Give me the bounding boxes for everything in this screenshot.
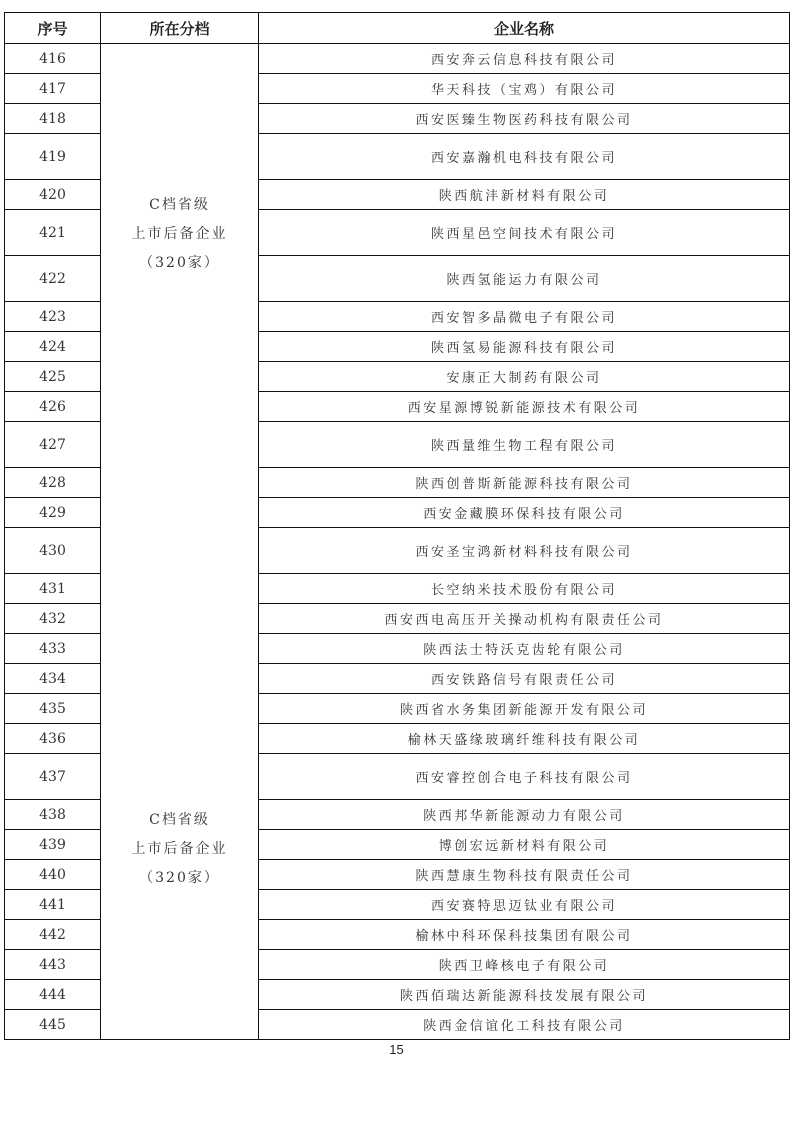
company-name: 西安嘉瀚机电科技有限公司 — [259, 134, 790, 180]
company-name: 博创宏远新材料有限公司 — [259, 830, 790, 860]
company-name: 陕西金信谊化工科技有限公司 — [259, 1010, 790, 1040]
table-header-row — [5, 13, 790, 44]
row-index: 421 — [5, 210, 101, 256]
enterprise-table — [4, 12, 790, 1040]
row-index: 434 — [5, 664, 101, 694]
company-name: 陕西氢易能源科技有限公司 — [259, 332, 790, 362]
company-name: 陕西卫峰核电子有限公司 — [259, 950, 790, 980]
row-index: 439 — [5, 830, 101, 860]
header-index: 序号 — [5, 13, 101, 44]
row-index: 418 — [5, 104, 101, 134]
table-row — [5, 44, 790, 74]
category-line-2: 上市后备企业 — [131, 226, 228, 242]
company-name: 西安奔云信息科技有限公司 — [259, 44, 790, 74]
row-index: 424 — [5, 332, 101, 362]
row-index: 437 — [5, 754, 101, 800]
page-number: 15 — [389, 1042, 404, 1057]
company-name: 陕西慧康生物科技有限责任公司 — [259, 860, 790, 890]
row-index: 440 — [5, 860, 101, 890]
company-name: 陕西邦华新能源动力有限公司 — [259, 800, 790, 830]
header-company-name: 企业名称 — [259, 13, 790, 44]
company-name: 榆林中科环保科技集团有限公司 — [259, 920, 790, 950]
company-name: 西安西电高压开关操动机构有限责任公司 — [259, 604, 790, 634]
table-body — [5, 44, 790, 1040]
row-index: 432 — [5, 604, 101, 634]
company-name: 陕西省水务集团新能源开发有限公司 — [259, 694, 790, 724]
company-name: 安康正大制药有限公司 — [259, 362, 790, 392]
company-name: 西安医臻生物医药科技有限公司 — [259, 104, 790, 134]
category-line-1: C档省级 — [149, 197, 210, 213]
category-line-3: （320家） — [139, 255, 220, 271]
company-name: 西安金藏膜环保科技有限公司 — [259, 498, 790, 528]
category-cell — [101, 44, 259, 1040]
company-name: 华天科技（宝鸡）有限公司 — [259, 74, 790, 104]
row-index: 428 — [5, 468, 101, 498]
category-label — [101, 191, 258, 278]
company-name: 西安智多晶微电子有限公司 — [259, 302, 790, 332]
company-name: 陕西航沣新材料有限公司 — [259, 180, 790, 210]
company-name: 西安星源博锐新能源技术有限公司 — [259, 392, 790, 422]
row-index: 416 — [5, 44, 101, 74]
company-name: 西安睿控创合电子科技有限公司 — [259, 754, 790, 800]
company-name: 陕西氢能运力有限公司 — [259, 256, 790, 302]
company-name: 西安铁路信号有限责任公司 — [259, 664, 790, 694]
company-name: 陕西量维生物工程有限公司 — [259, 422, 790, 468]
row-index: 435 — [5, 694, 101, 724]
row-index: 444 — [5, 980, 101, 1010]
row-index: 423 — [5, 302, 101, 332]
company-name: 陕西法士特沃克齿轮有限公司 — [259, 634, 790, 664]
row-index: 430 — [5, 528, 101, 574]
company-name: 陕西创普斯新能源科技有限公司 — [259, 468, 790, 498]
row-index: 425 — [5, 362, 101, 392]
header-category: 所在分档 — [101, 13, 259, 44]
company-name: 陕西星邑空间技术有限公司 — [259, 210, 790, 256]
company-name: 西安赛特思迈钛业有限公司 — [259, 890, 790, 920]
category-line-3: （320家） — [139, 870, 220, 886]
row-index: 445 — [5, 1010, 101, 1040]
company-name: 陕西佰瑞达新能源科技发展有限公司 — [259, 980, 790, 1010]
category-label-repeat — [101, 806, 258, 893]
category-line-1: C档省级 — [149, 812, 210, 828]
row-index: 438 — [5, 800, 101, 830]
company-name: 榆林天盛缘玻璃纤维科技有限公司 — [259, 724, 790, 754]
row-index: 420 — [5, 180, 101, 210]
category-line-2: 上市后备企业 — [131, 841, 228, 857]
row-index: 431 — [5, 574, 101, 604]
row-index: 427 — [5, 422, 101, 468]
row-index: 426 — [5, 392, 101, 422]
row-index: 436 — [5, 724, 101, 754]
row-index: 441 — [5, 890, 101, 920]
row-index: 422 — [5, 256, 101, 302]
row-index: 433 — [5, 634, 101, 664]
row-index: 442 — [5, 920, 101, 950]
company-name: 长空纳米技术股份有限公司 — [259, 574, 790, 604]
row-index: 429 — [5, 498, 101, 528]
row-index: 417 — [5, 74, 101, 104]
row-index: 419 — [5, 134, 101, 180]
company-name: 西安圣宝鸿新材料科技有限公司 — [259, 528, 790, 574]
row-index: 443 — [5, 950, 101, 980]
